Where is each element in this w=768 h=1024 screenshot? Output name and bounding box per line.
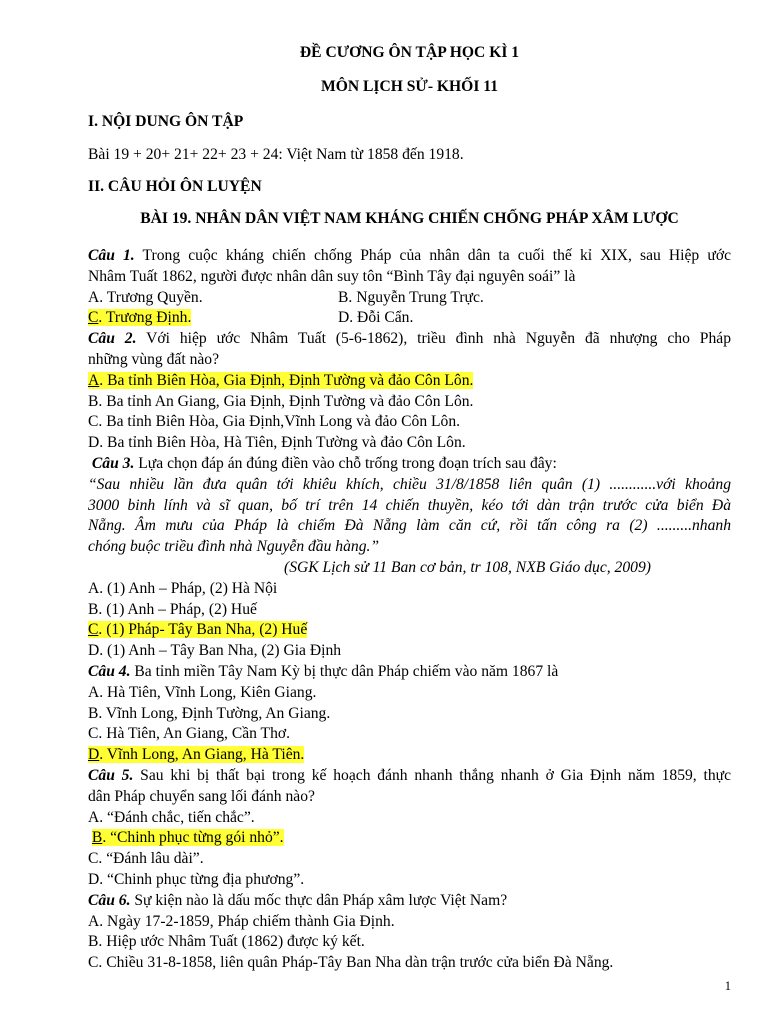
page-number: 1 [724, 979, 731, 993]
question-2 [88, 329, 731, 454]
question-2-text-line-1: Câu 2. Với hiệp ước Nhâm Tuất (5-6-1862), triều đình nhà Nguyễn đã nhượng cho Pháp [88, 330, 731, 348]
option-d: D. Ba tỉnh Biên Hòa, Hà Tiên, Định Tường và đảo Côn Lôn. [88, 434, 466, 452]
question-6 [88, 891, 731, 974]
question-2-text-line-2: những vùng đất nào? [88, 350, 220, 368]
option-d: D. Đỗi Cẩn. [338, 309, 414, 327]
option-a: A. Ngày 17-2-1859, Pháp chiếm thành Gia Định. [88, 912, 395, 930]
question-6-text: Câu 6. Sự kiện nào là dấu mốc thực dân Pháp xâm lược Việt Nam? [88, 891, 508, 909]
option-c-answer: C. Trương Định. [88, 309, 192, 327]
option-d: D. (1) Anh – Tây Ban Nha, (2) Gia Định [88, 642, 342, 660]
option-d: D. “Chinh phục từng địa phương”. [88, 870, 305, 888]
section1-body: Bài 19 + 20+ 21+ 22+ 23 + 24: Việt Nam từ 1858 đến 1918. [88, 146, 464, 163]
question-1-options-row-1 [88, 288, 731, 309]
option-c: C. Chiều 31-8-1858, liên quân Pháp-Tây Ban Nha dàn trận trước cửa biển Đà Nẵng. [88, 954, 614, 972]
question-1-text-line-1: Câu 1. Trong cuộc kháng chiến chống Pháp của nhân dân ta cuối thế kỉ XIX, sau Hiệp ước [88, 247, 731, 264]
section1-heading: I. NỘI DUNG ÔN TẬP [88, 113, 244, 130]
document-title: ĐỀ CƯƠNG ÔN TẬP HỌC KÌ 1 [299, 44, 520, 61]
option-c: C. “Đánh lâu dài”. [88, 850, 204, 868]
option-a: A. “Đánh chắc, tiến chắc”. [88, 808, 255, 826]
question-5 [88, 766, 731, 891]
option-b: B. (1) Anh – Pháp, (2) Huế [88, 600, 257, 618]
question-1-label: Câu 1. [88, 247, 135, 264]
question-4-label: Câu 4. [88, 662, 131, 680]
option-b-answer: B. “Chinh phục từng gói nhỏ”. [91, 829, 284, 847]
option-b: B. Hiệp ước Nhâm Tuất (1862) được ký kết. [88, 933, 365, 951]
question-3 [88, 454, 731, 662]
option-c: C. Ba tỉnh Biên Hòa, Gia Định,Vĩnh Long và đảo Côn Lôn. [88, 413, 461, 431]
question-5-text-line-2: dân Pháp chuyển sang lối đánh nào? [88, 787, 315, 805]
option-b: B. Vĩnh Long, Định Tường, An Giang. [88, 704, 331, 722]
question-5-label: Câu 5. [88, 766, 134, 784]
document-subtitle: MÔN LỊCH SỬ- KHỐI 11 [320, 78, 499, 95]
question-3-quote-line-1: “Sau nhiều lần đưa quân tới khiêu khích, chiều 31/8/1858 liên quân (1) ............với khoảng [88, 475, 731, 493]
question-3-quote-line-3: Nẵng. Âm mưu của Pháp là chiếm Đà Nẵng làm căn cứ, rồi tấn công ra (2) .........nhanh [88, 517, 731, 535]
question-1-text-line-2: Nhâm Tuất 1862, người được nhân dân suy tôn “Bình Tây đại nguyên soái” là [88, 267, 576, 285]
lesson-title: BÀI 19. NHÂN DÂN VIỆT NAM KHÁNG CHIẾN CHỐNG PHÁP XÂM LƯỢC [140, 210, 679, 227]
question-4 [88, 662, 731, 766]
option-c: C. Hà Tiên, An Giang, Cần Thơ. [88, 725, 291, 743]
question-1 [88, 246, 731, 329]
option-a: A. Hà Tiên, Vĩnh Long, Kiên Giang. [88, 683, 317, 701]
document-content [88, 38, 731, 974]
question-4-text: Câu 4. Ba tỉnh miền Tây Nam Kỳ bị thực dân Pháp chiếm vào năm 1867 là [88, 662, 559, 680]
question-3-quote-line-2: 3000 binh lính và sĩ quan, bố trí trên 14 chiến thuyền, kéo tới dàn trận trước cửa biển Đà [88, 496, 731, 514]
question-2-label: Câu 2. [88, 330, 137, 348]
option-b: B. Nguyễn Trung Trực. [338, 288, 484, 306]
question-3-source: (SGK Lịch sử 11 Ban cơ bản, tr 108, NXB Giáo dục, 2009) [284, 558, 651, 576]
option-b: B. Ba tỉnh An Giang, Gia Định, Định Tường và đảo Côn Lôn. [88, 392, 474, 410]
option-a-answer: A. Ba tỉnh Biên Hòa, Gia Định, Định Tường và đảo Côn Lôn. [88, 371, 474, 389]
question-6-label: Câu 6. [88, 891, 131, 909]
option-a: A. Trương Quyền. [88, 288, 203, 306]
question-3-label: Câu 3. [91, 454, 135, 472]
option-c-answer: C. (1) Pháp- Tây Ban Nha, (2) Huế [88, 621, 308, 639]
question-3-quote-line-4: chóng buộc triều đình nhà Nguyễn đầu hàng.” [88, 538, 380, 556]
section2-heading: II. CÂU HỎI ÔN LUYỆN [88, 178, 262, 195]
option-a: A. (1) Anh – Pháp, (2) Hà Nội [88, 579, 278, 597]
question-1-options-row-2 [88, 308, 731, 329]
question-3-text: Câu 3. Lựa chọn đáp án đúng điền vào chỗ trống trong đoạn trích sau đây: [91, 454, 557, 472]
option-d-answer: D. Vĩnh Long, An Giang, Hà Tiên. [88, 746, 305, 764]
question-5-text-line-1: Câu 5. Sau khi bị thất bại trong kế hoạch đánh nhanh thắng nhanh ở Gia Định năm 1859, thực [88, 766, 732, 784]
